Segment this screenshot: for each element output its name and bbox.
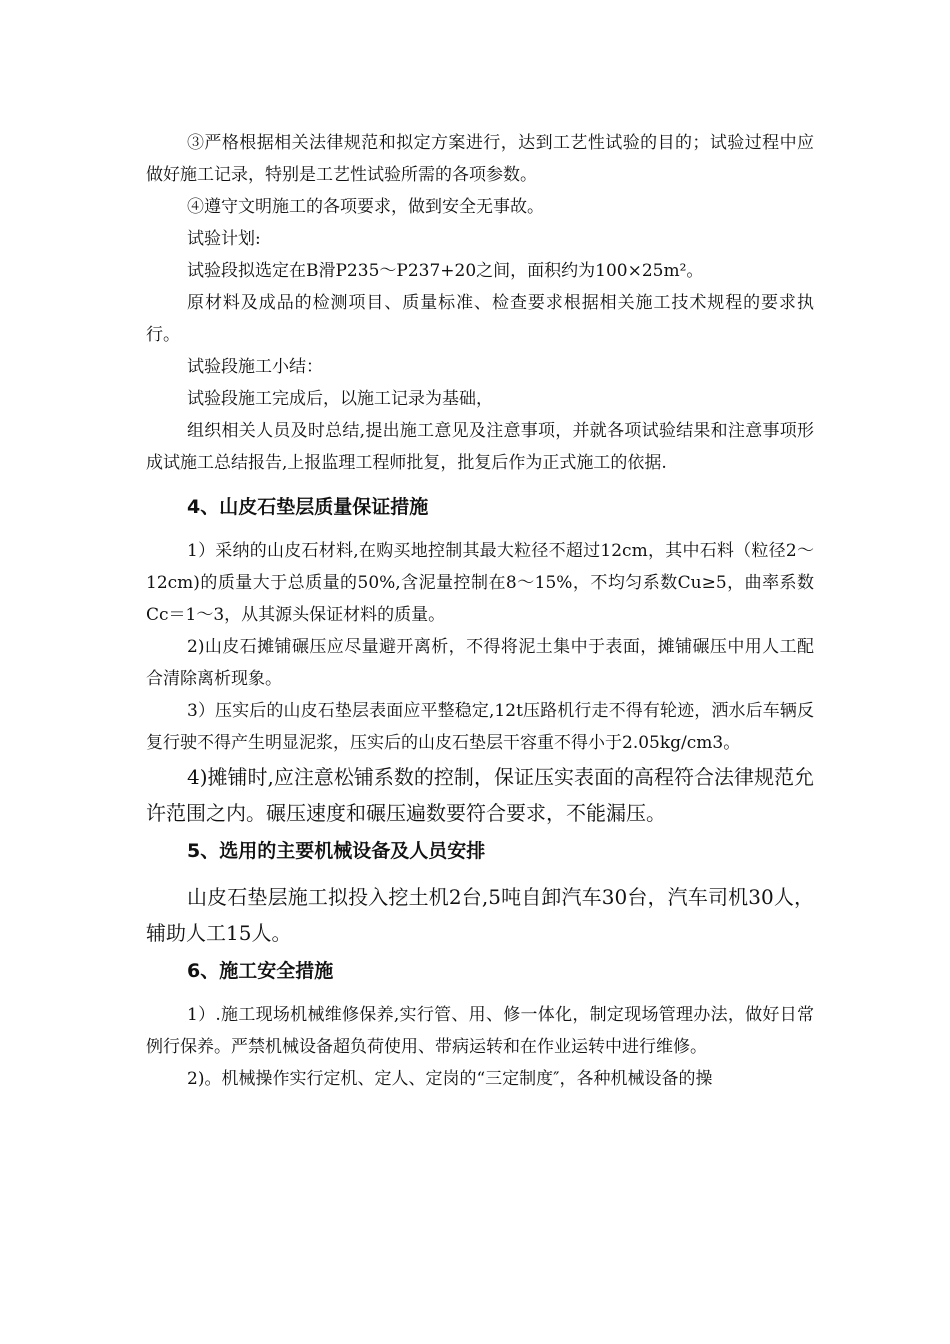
paragraph-trial-plan-label: 试验计划: bbox=[187, 229, 261, 249]
document-body bbox=[146, 127, 814, 1095]
section-4-item-3: 3）压实后的山皮石垫层表面应平整稳定,12t压路机行走不得有轮迹，洒水后车辆反复行驶不得产生明显泥浆，压实后的山皮石垫层干容重不得小于2.05kg/cm3。 bbox=[146, 701, 814, 753]
paragraph-trial-summary-2: 组织相关人员及时总结,提出施工意见及注意事项，并就各项试验结果和注意事项形成试施工总结报告,上报监理工程师批复，批复后作为正式施工的依据. bbox=[146, 421, 814, 473]
section-4-item-2: 2)山皮石摊铺碾压应尽量避开离析，不得将泥土集中于表面，摊铺碾压中用人工配合清除离析现象。 bbox=[146, 637, 814, 689]
paragraph-trial-plan-testing: 原材料及成品的检测项目、质量标准、检查要求根据相关施工技术规程的要求执行。 bbox=[146, 293, 814, 345]
section-5-text: 山皮石垫层施工拟投入挖土机2台,5吨自卸汽车30台，汽车司机30人，辅助人工15人。 bbox=[146, 885, 814, 945]
paragraph-trial-plan-location: 试验段拟选定在B滑P235～P237+20之间，面积约为100×25m²。 bbox=[187, 261, 704, 281]
paragraph-trial-principle-4: ④遵守文明施工的各项要求，做到安全无事故。 bbox=[187, 197, 544, 217]
section-5-heading: 5、选用的主要机械设备及人员安排 bbox=[187, 840, 486, 862]
section-6-item-1: 1）.施工现场机械维修保养,实行管、用、修一体化，制定现场管理办法，做好日常例行保养。严禁机械设备超负荷使用、带病运转和在作业运转中进行维修。 bbox=[146, 1005, 814, 1057]
paragraph-trial-principle-3: ③严格根据相关法律规范和拟定方案进行，达到工艺性试验的目的；试验过程中应做好施工记录，特别是工艺性试验所需的各项参数。 bbox=[146, 133, 814, 185]
section-6-heading: 6、施工安全措施 bbox=[187, 960, 334, 982]
section-4-item-1: 1）采纳的山皮石材料,在购买地控制其最大粒径不超过12cm，其中石料（粒径2～12cm)的质量大于总质量的50%,含泥量控制在8～15%，不均匀系数Cu≥5，曲率系数Cc＝1～3，从其源头保证材料的质量。 bbox=[146, 541, 814, 625]
section-4-item-4: 4)摊铺时,应注意松铺系数的控制，保证压实表面的高程符合法律规范允许范围之内。碾压速度和碾压遍数要符合要求，不能漏压。 bbox=[146, 765, 814, 825]
paragraph-trial-summary-1: 试验段施工完成后，以施工记录为基础， bbox=[187, 389, 493, 409]
paragraph-trial-summary-label: 试验段施工小结： bbox=[187, 357, 323, 377]
section-6-item-2: 2)。机械操作实行定机、定人、定岗的“三定制度″，各种机械设备的操 bbox=[187, 1069, 713, 1089]
section-4-heading: 4、山皮石垫层质量保证措施 bbox=[187, 496, 429, 518]
